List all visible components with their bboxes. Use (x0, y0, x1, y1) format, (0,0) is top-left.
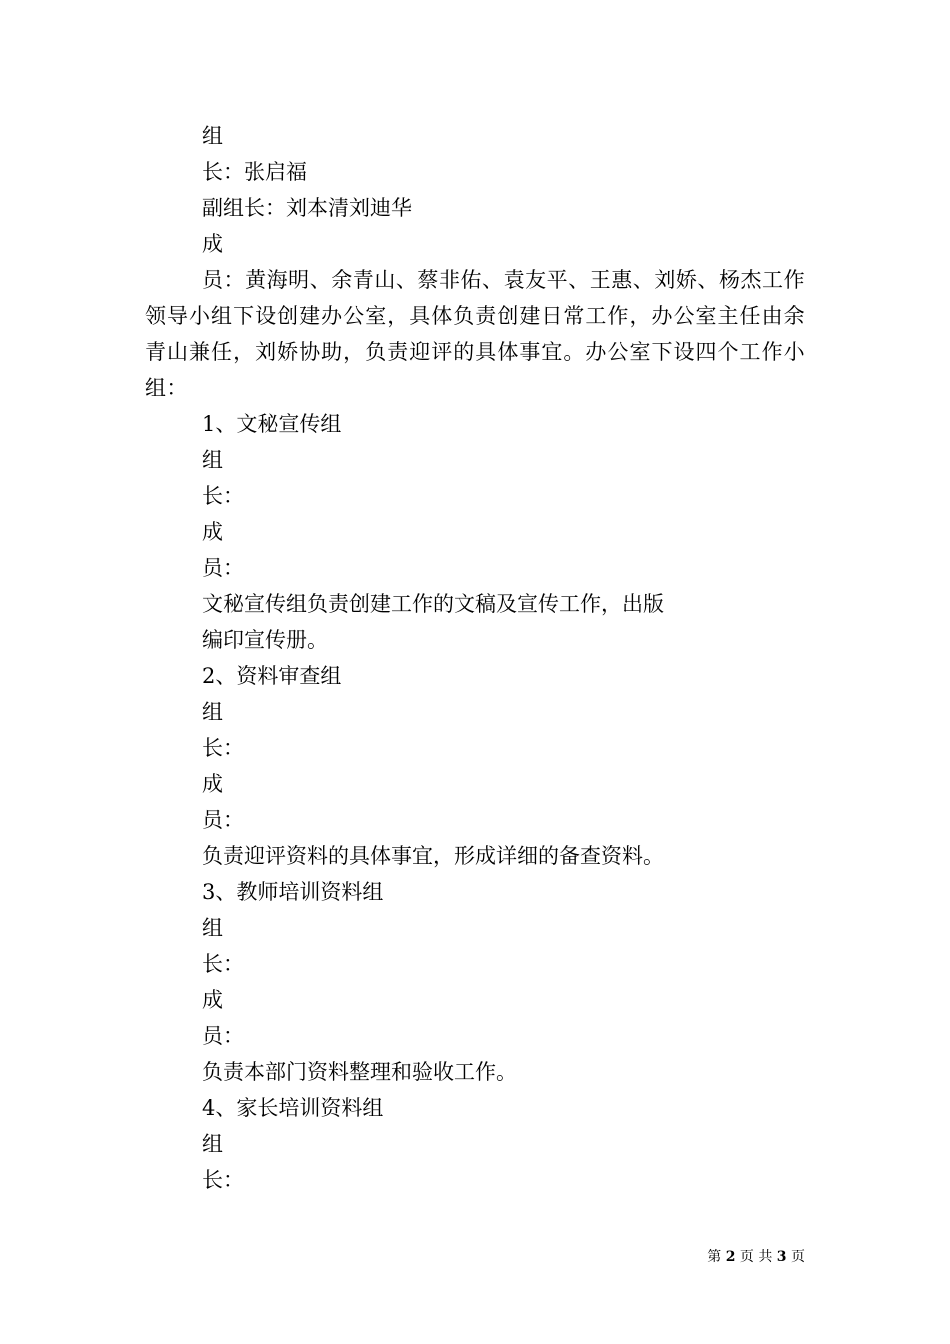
text-line: 副组长：刘本清刘迪华 (202, 196, 412, 220)
footer-middle: 页 共 (739, 1249, 773, 1265)
footer-total-pages: 3 (776, 1249, 787, 1265)
section-heading: 4、家长培训资料组 (202, 1096, 384, 1120)
text-line: 成 (202, 232, 223, 256)
text-line: 组 (202, 1132, 223, 1156)
text-line: 长：张启福 (202, 160, 307, 184)
text-line: 员： (202, 556, 244, 580)
text-line: 成 (202, 772, 223, 796)
text-line: 组 (202, 448, 223, 472)
text-line: 成 (202, 988, 223, 1012)
section-heading: 1、文秘宣传组 (202, 412, 342, 436)
text-line: 组 (202, 916, 223, 940)
section-heading: 2、资料审查组 (202, 664, 342, 688)
text-line: 长： (202, 952, 244, 976)
text-line: 组 (202, 700, 223, 724)
text-line: 员： (202, 808, 244, 832)
text-line: 长： (202, 736, 244, 760)
footer-prefix: 第 (707, 1249, 722, 1265)
text-line: 组 (202, 124, 223, 148)
text-line: 负责迎评资料的具体事宜，形成详细的备查资料。 (202, 844, 664, 868)
page-footer (0, 1248, 805, 1266)
text-line: 长： (202, 484, 244, 508)
text-line: 成 (202, 520, 223, 544)
section-heading: 3、教师培训资料组 (202, 880, 384, 904)
text-line: 编印宣传册。 (202, 628, 328, 652)
text-line: 负责本部门资料整理和验收工作。 (202, 1060, 517, 1084)
text-line: 文秘宣传组负责创建工作的文稿及宣传工作，出版 (202, 592, 664, 616)
text-line: 长： (202, 1168, 244, 1192)
footer-current-page: 2 (725, 1249, 736, 1265)
text-line: 员： (202, 1024, 244, 1048)
footer-suffix: 页 (791, 1249, 805, 1265)
document-body (145, 118, 805, 1198)
paragraph-members: 员：黄海明、余青山、蔡非佑、袁友平、王惠、刘娇、杨杰工作领导小组下设创建办公室，具体负责创建日常工作，办公室主任由余青山兼任，刘娇协助，负责迎评的具体事宜。办公室下设四个工作小组： (145, 268, 805, 400)
